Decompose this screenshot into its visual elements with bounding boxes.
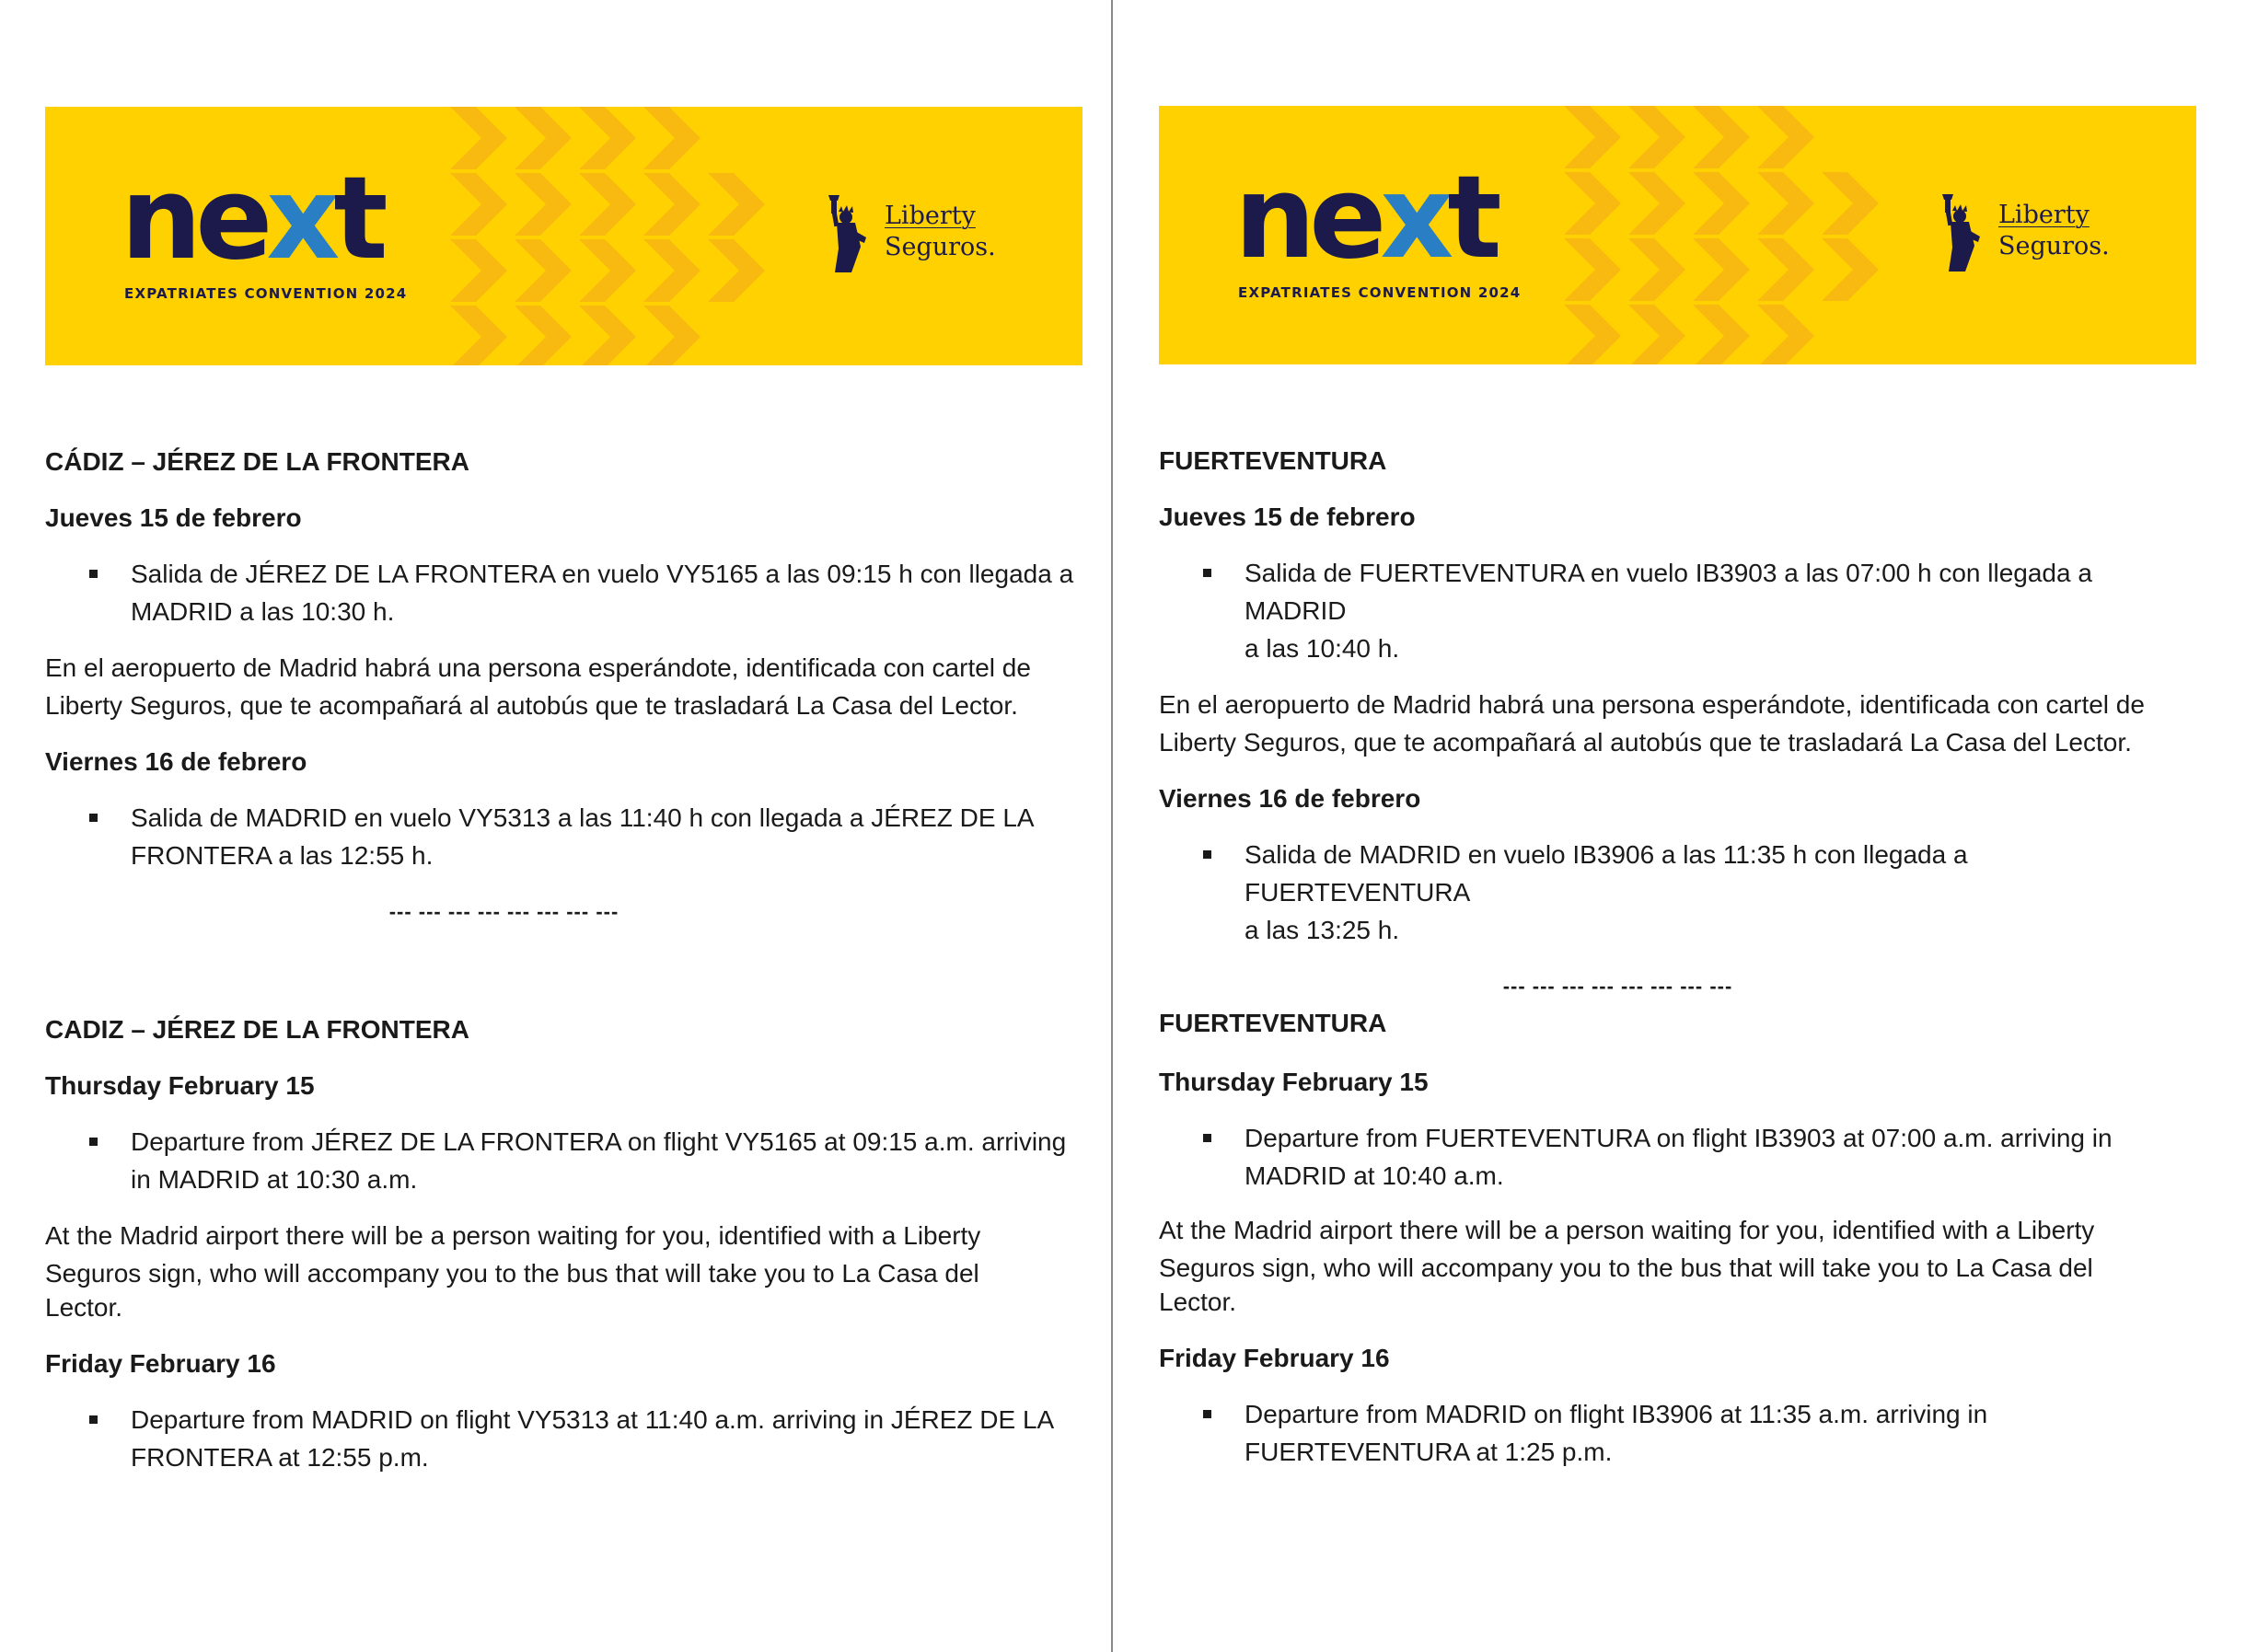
statue-of-liberty-icon: [826, 195, 881, 274]
liberty-seguros-logo: [826, 195, 1001, 278]
chevron-pattern-icon: [1564, 106, 1932, 364]
city-heading: CÁDIZ – JÉREZ DE LA FRONTERA: [45, 447, 469, 476]
page-left: [45, 0, 1085, 1652]
day-heading: Thursday February 15: [1159, 1068, 1429, 1096]
flight-item: Salida de JÉREZ DE LA FRONTERA en vuelo VY5165 a las 09:15 h con llegada a MADRID a las 10:30 h.: [45, 555, 1082, 630]
bullet-icon: [89, 570, 98, 578]
bullet-icon: [89, 1138, 98, 1146]
section-separator: --- --- --- --- --- --- --- ---: [388, 900, 619, 923]
day-heading: Thursday February 15: [45, 1071, 315, 1100]
next-logo: next: [1234, 152, 1496, 284]
airport-note: En el aeropuerto de Madrid habrá una persona esperándote, identificada con cartel de Liberty Seguros, que te acompañará al autobús que te trasladará La Casa del Lector.: [45, 653, 1031, 720]
event-banner: [45, 107, 1082, 365]
day-heading: Jueves 15 de febrero: [1159, 503, 1416, 531]
airport-note: At the Madrid airport there will be a person waiting for you, identified with a Liberty Seguros sign, who will accompany you to the bus that will take you to La Casa del Lector.: [45, 1221, 981, 1322]
liberty-seguros-logo: [1939, 194, 2114, 277]
flight-item: Salida de MADRID en vuelo IB3906 a las 11:35 h con llegada a FUERTEVENTURA a las 13:25 h.: [1159, 836, 2196, 949]
day-heading: Friday February 16: [1159, 1344, 1390, 1372]
english-itinerary: [45, 1011, 1082, 1476]
brand-text: Liberty Seguros.: [885, 202, 996, 261]
flight-item: Salida de FUERTEVENTURA en vuelo IB3903 a las 07:00 h con llegada a MADRID a las 10:40 h.: [1159, 554, 2196, 667]
day-heading: Friday February 16: [45, 1349, 276, 1378]
bullet-icon: [89, 1415, 98, 1424]
chevron-pattern-icon: [450, 107, 818, 365]
flight-item: Departure from MADRID on flight IB3906 at 11:35 a.m. arriving in FUERTEVENTURA at 1:25 p.m.: [1159, 1395, 2196, 1471]
convention-subtitle: EXPATRIATES CONVENTION 2024: [1238, 284, 1522, 301]
bullet-icon: [1203, 1134, 1211, 1142]
brand-text: Liberty Seguros.: [1998, 201, 2110, 260]
airport-note: At the Madrid airport there will be a person waiting for you, identified with a Liberty Seguros sign, who will accompany you to the bus that will take you to La Casa del Lector.: [1159, 1216, 2095, 1316]
bullet-icon: [1203, 569, 1211, 577]
next-logo: next: [121, 153, 382, 285]
city-heading: FUERTEVENTURA: [1159, 446, 1387, 475]
statue-of-liberty-icon: [1939, 194, 1995, 273]
bullet-icon: [1203, 1410, 1211, 1418]
page-divider: [1111, 0, 1113, 1652]
bullet-icon: [1203, 850, 1211, 859]
city-heading: CADIZ – JÉREZ DE LA FRONTERA: [45, 1015, 469, 1044]
flight-item: Departure from JÉREZ DE LA FRONTERA on flight VY5165 at 09:15 a.m. arriving in MADRID at 10:30 a.m.: [45, 1123, 1082, 1198]
event-banner: [1159, 106, 2196, 364]
section-separator: --- --- --- --- --- --- --- ---: [1502, 975, 1733, 998]
day-heading: Viernes 16 de febrero: [1159, 784, 1421, 813]
spanish-itinerary: [45, 443, 1082, 930]
airport-note: En el aeropuerto de Madrid habrá una persona esperándote, identificada con cartel de Liberty Seguros, que te acompañará al autobús que te trasladará La Casa del Lector.: [1159, 690, 2145, 757]
english-itinerary: [1159, 1004, 2196, 1471]
city-heading: FUERTEVENTURA: [1159, 1009, 1387, 1037]
page-right: [1159, 0, 2199, 1652]
day-heading: Jueves 15 de febrero: [45, 503, 302, 532]
convention-subtitle: EXPATRIATES CONVENTION 2024: [124, 285, 408, 302]
flight-item: Departure from MADRID on flight VY5313 at 11:40 a.m. arriving in JÉREZ DE LA FRONTERA at 12:55 p.m.: [45, 1401, 1082, 1476]
bullet-icon: [89, 814, 98, 822]
day-heading: Viernes 16 de febrero: [45, 747, 307, 776]
spanish-itinerary: [1159, 442, 2196, 1005]
flight-item: Departure from FUERTEVENTURA on flight IB3903 at 07:00 a.m. arriving in MADRID at 10:40 a.m.: [1159, 1119, 2196, 1195]
flight-item: Salida de MADRID en vuelo VY5313 a las 11:40 h con llegada a JÉREZ DE LA FRONTERA a las 12:55 h.: [45, 799, 1082, 874]
